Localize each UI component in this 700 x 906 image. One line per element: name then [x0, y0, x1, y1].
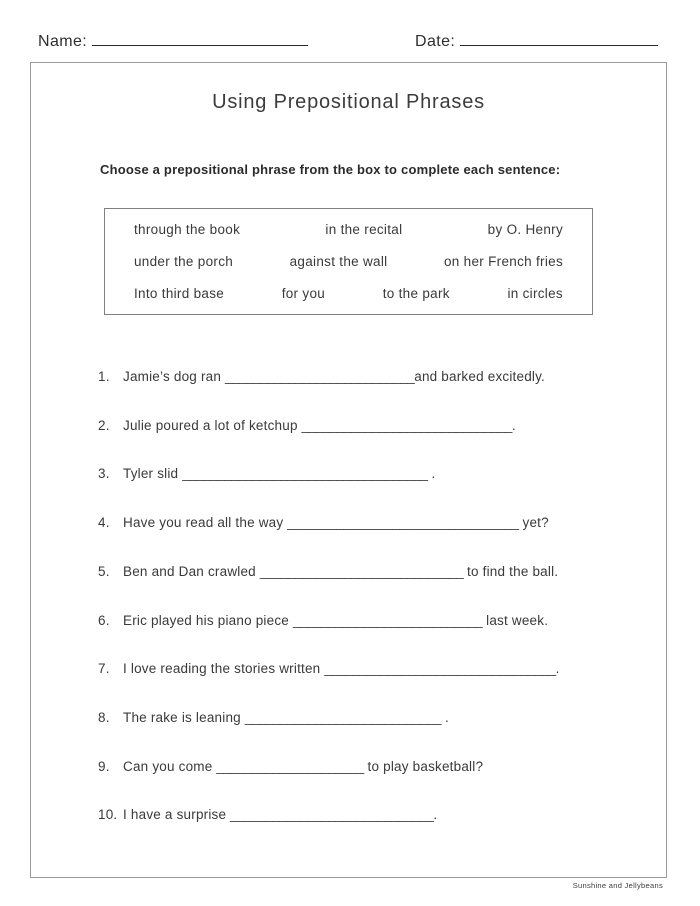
- sentence-text-pre: Have you read all the way: [123, 515, 288, 531]
- sentence-item: [98, 402, 638, 451]
- name-field: [38, 30, 308, 51]
- phrase-option: in the recital: [325, 222, 403, 238]
- phrase-option: through the book: [134, 222, 241, 238]
- phrase-option: Into third base: [134, 285, 225, 301]
- sentence-text-pre: The rake is leaning: [123, 709, 245, 725]
- sentence-item: [98, 694, 638, 743]
- phrase-option: in circles: [507, 285, 563, 301]
- name-input-line[interactable]: [92, 30, 308, 46]
- date-field: [415, 30, 658, 51]
- fill-in-blank[interactable]: ___________________________: [292, 612, 483, 628]
- sentence-text-pre: Ben and Dan crawled: [123, 563, 260, 579]
- sentence-text-post: last week.: [482, 612, 549, 628]
- fill-in-blank[interactable]: _________________________________: [287, 515, 519, 531]
- phrase-option: under the porch: [134, 253, 234, 269]
- fill-in-blank[interactable]: _____________________________: [259, 563, 464, 579]
- sentence-number: 8.: [98, 709, 110, 725]
- sentence-number: 6.: [98, 612, 110, 628]
- fill-in-blank[interactable]: ___________________________________: [182, 466, 428, 482]
- sentence-text-pre: I love reading the stories written: [123, 661, 325, 677]
- phrase-option: by O. Henry: [487, 222, 563, 238]
- sentence-text-post: and barked excitedly.: [414, 369, 546, 384]
- footer-credit: Sunshine and Jellybeans: [572, 881, 663, 890]
- name-label: Name:: [38, 33, 88, 50]
- phrase-row: [105, 222, 592, 237]
- worksheet-title: Using Prepositional Phrases: [212, 91, 485, 113]
- fill-in-blank[interactable]: _________________________________: [324, 661, 556, 677]
- sentence-text-post: .: [441, 709, 449, 725]
- fill-in-blank[interactable]: ______________________________: [301, 417, 512, 433]
- fill-in-blank[interactable]: _____________________: [216, 758, 364, 774]
- phrase-option: to the park: [382, 285, 450, 301]
- fill-in-blank[interactable]: ____________________________: [244, 709, 442, 725]
- sentence-item: [98, 743, 638, 792]
- sentence-text-post: .: [427, 466, 436, 482]
- worksheet-border-box: [30, 62, 667, 878]
- phrase-word-bank: [104, 208, 593, 315]
- sentence-text-pre: Tyler slid: [123, 466, 183, 482]
- sentence-text-pre: Julie poured a lot of ketchup: [123, 417, 302, 433]
- sentence-number: 10.: [98, 807, 118, 823]
- sentence-list: [98, 353, 638, 840]
- sentence-number: 4.: [98, 515, 110, 531]
- phrase-row: [105, 286, 592, 301]
- sentence-number: 7.: [98, 661, 110, 677]
- sentence-number: 2.: [98, 417, 110, 433]
- sentence-text-pre: Eric played his piano piece: [123, 612, 293, 628]
- sentence-text-pre: Jamie’s dog ran: [123, 369, 226, 384]
- sentence-text-post: .: [433, 807, 438, 823]
- sentence-item: [98, 499, 638, 548]
- sentence-number: 1.: [98, 369, 110, 384]
- date-label: Date:: [415, 33, 456, 50]
- sentence-item: [98, 353, 638, 402]
- sentence-text-post: to find the ball.: [463, 563, 559, 579]
- sentence-text-pre: Can you come: [123, 758, 217, 774]
- sentence-item: [98, 597, 638, 646]
- sentence-text-post: to play basketball?: [363, 758, 484, 774]
- phrase-option: against the wall: [289, 253, 388, 269]
- sentence-item: [98, 548, 638, 597]
- phrase-option: for you: [281, 285, 326, 301]
- sentence-item: [98, 791, 638, 840]
- sentence-text-pre: I have a surprise: [123, 807, 231, 823]
- instruction-text: Choose a prepositional phrase from the box to complete each sentence:: [100, 162, 561, 177]
- sentence-item: [98, 450, 638, 499]
- sentence-number: 5.: [98, 563, 110, 579]
- date-input-line[interactable]: [460, 30, 658, 46]
- sentence-number: 3.: [98, 466, 110, 482]
- fill-in-blank[interactable]: _____________________________: [230, 807, 434, 823]
- sentence-number: 9.: [98, 758, 110, 774]
- fill-in-blank[interactable]: ___________________________: [225, 369, 415, 384]
- phrase-option: on her French fries: [444, 253, 563, 269]
- sentence-item: [98, 645, 638, 694]
- sentence-text-post: .: [555, 661, 560, 677]
- phrase-row: [105, 254, 592, 269]
- sentence-text-post: .: [511, 417, 516, 433]
- sentence-text-post: yet?: [518, 515, 549, 531]
